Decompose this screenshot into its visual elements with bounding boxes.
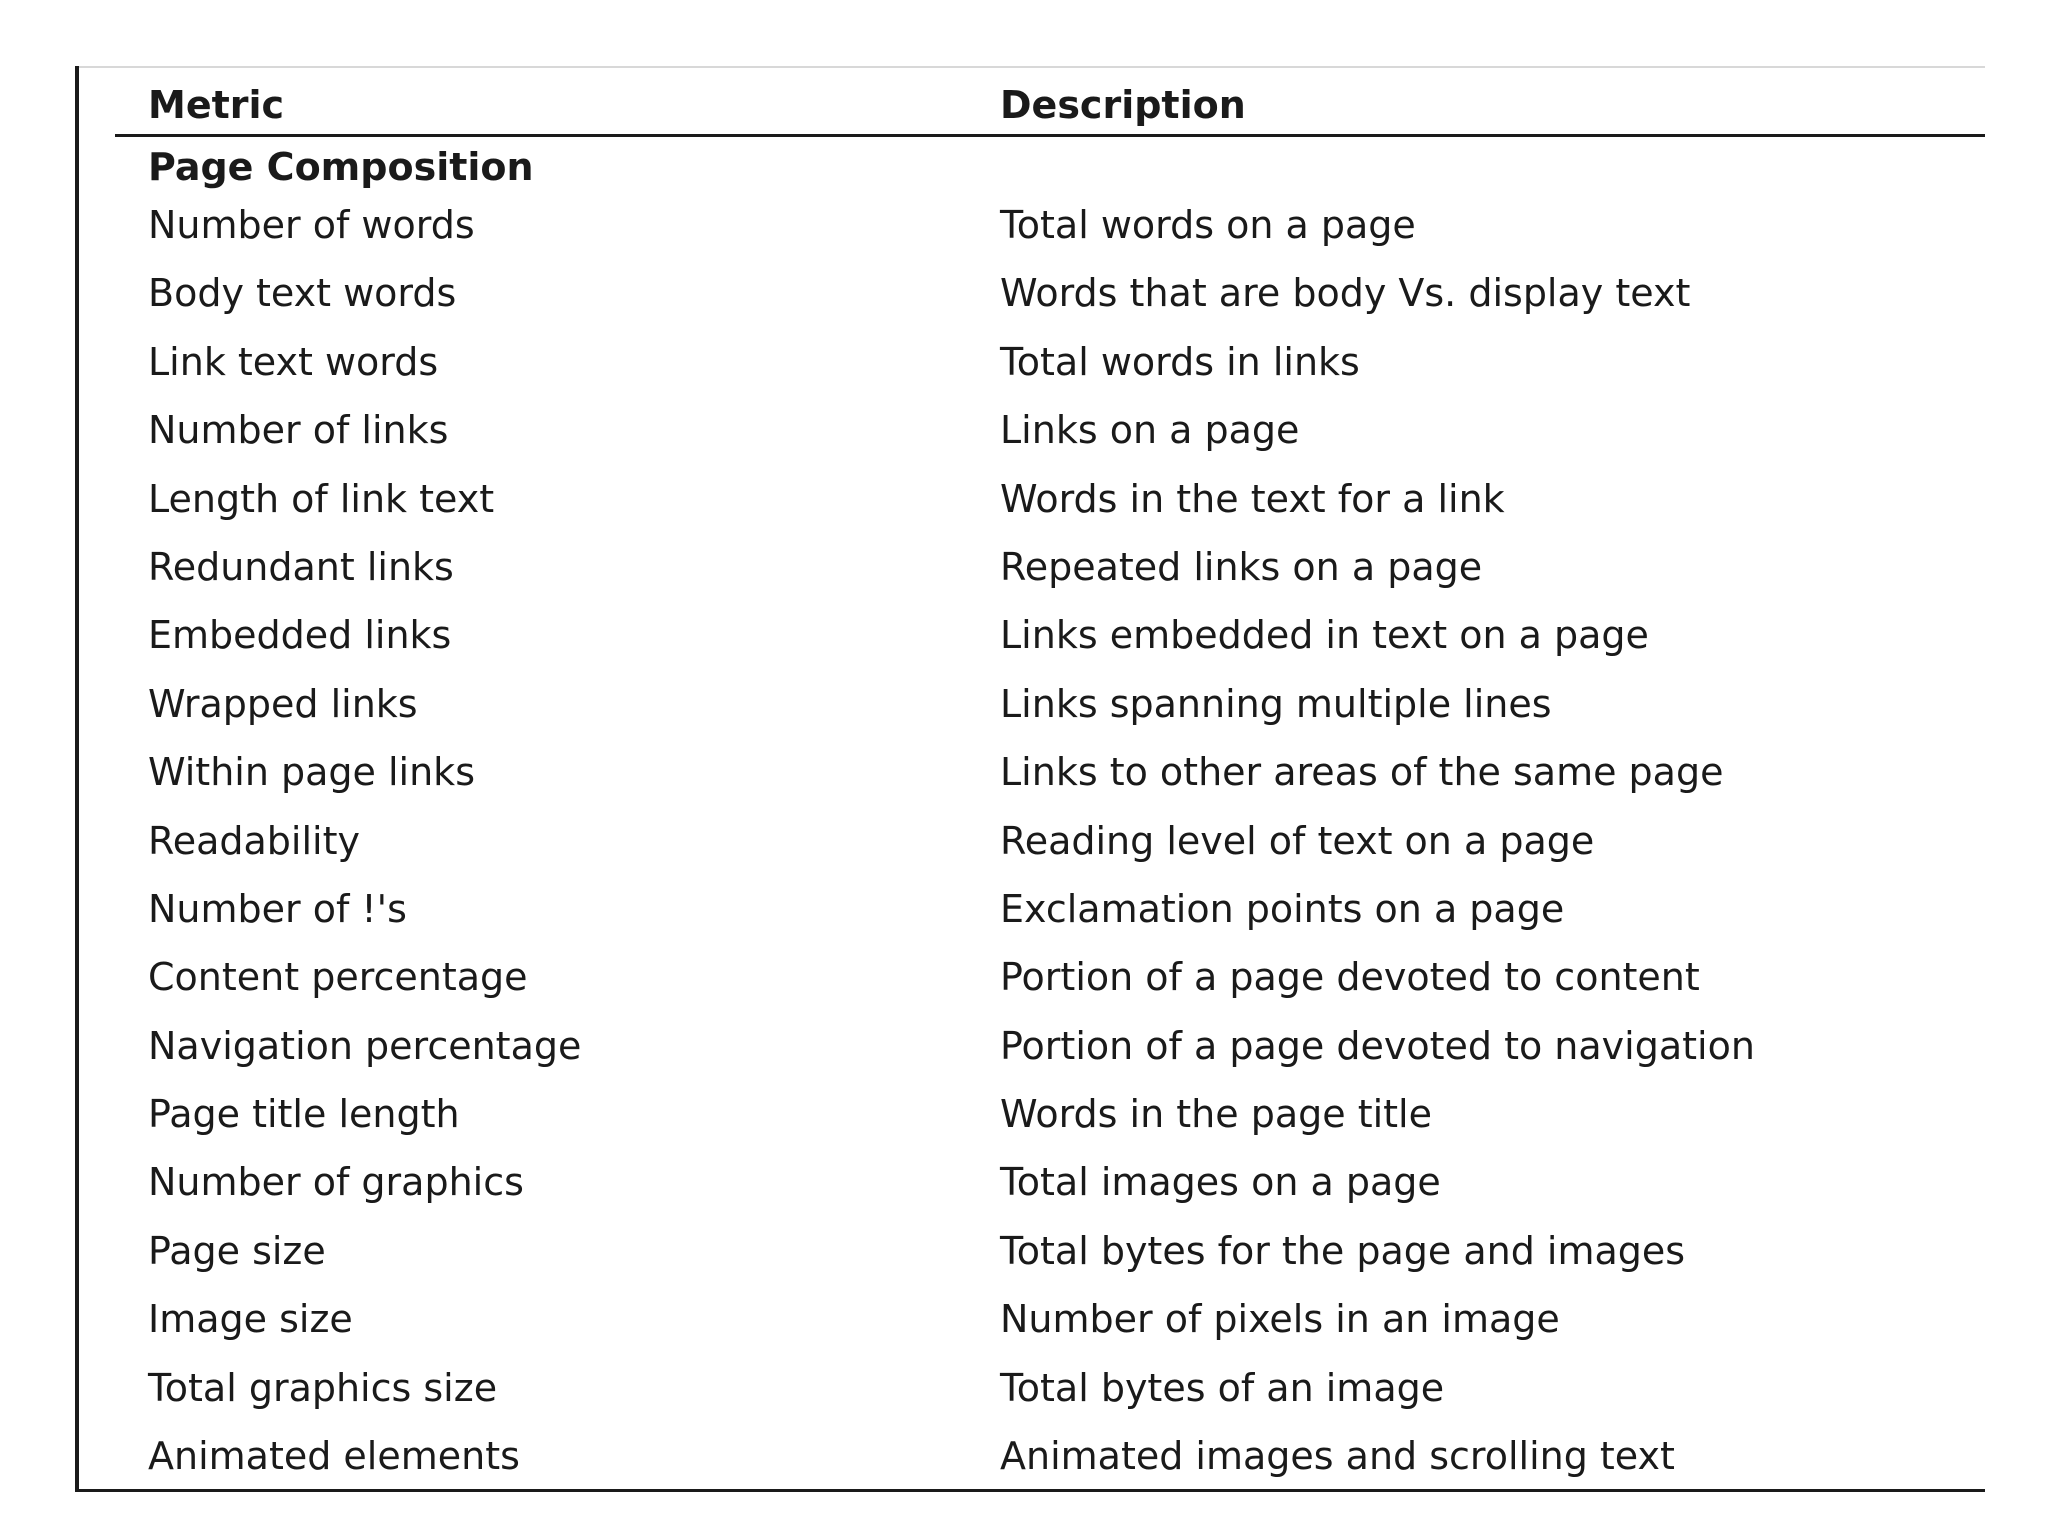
table-row	[75, 407, 1985, 475]
metric-cell: Total graphics size	[148, 1365, 498, 1410]
metric-cell: Number of words	[148, 203, 475, 247]
table-row	[75, 612, 1985, 680]
table-row	[75, 544, 1985, 612]
metric-cell: Page title length	[148, 1092, 460, 1137]
metric-cell: Length of link text	[148, 476, 495, 521]
metric-cell: Readability	[148, 818, 360, 863]
description-cell: Words in the page title	[1000, 1092, 1432, 1137]
table-body	[75, 202, 1985, 1501]
table-row	[75, 954, 1985, 1022]
description-cell: Words in the text for a link	[1000, 476, 1505, 521]
table-row	[75, 1365, 1985, 1433]
description-cell: Portion of a page devoted to content	[1000, 955, 1700, 1000]
table-row	[75, 1159, 1985, 1227]
description-cell: Portion of a page devoted to navigation	[1000, 1023, 1755, 1068]
description-cell: Reading level of text on a page	[1000, 818, 1595, 863]
table-row	[75, 1296, 1985, 1364]
metric-cell: Link text words	[148, 339, 439, 384]
description-cell: Repeated links on a page	[1000, 544, 1483, 589]
metric-cell: Wrapped links	[148, 681, 418, 726]
table-row	[75, 476, 1985, 544]
metric-cell: Redundant links	[148, 544, 454, 589]
metric-cell: Image size	[148, 1297, 353, 1342]
metric-cell: Within page links	[148, 750, 475, 795]
description-cell: Total bytes for the page and images	[1000, 1228, 1686, 1273]
description-cell: Links on a page	[1000, 408, 1300, 453]
section-title: Page Composition	[148, 145, 534, 189]
table-row	[75, 749, 1985, 817]
description-cell: Total images on a page	[1000, 1160, 1441, 1205]
description-cell: Total words in links	[1000, 339, 1360, 384]
description-cell: Exclamation points on a page	[1000, 886, 1565, 931]
description-cell: Links embedded in text on a page	[1000, 613, 1649, 658]
table-bottom-rule	[75, 1489, 1985, 1492]
metric-cell: Content percentage	[148, 955, 528, 1000]
metric-cell: Page size	[148, 1228, 326, 1273]
metric-cell: Animated elements	[148, 1434, 520, 1479]
table-top-rule	[75, 66, 1985, 68]
table-row	[75, 818, 1985, 886]
table-row	[75, 270, 1985, 338]
header-metric: Metric	[148, 83, 285, 127]
table-row	[75, 1023, 1985, 1091]
table-row	[75, 1228, 1985, 1296]
description-cell: Total words on a page	[1000, 203, 1416, 247]
header-description: Description	[1000, 83, 1246, 127]
metric-cell: Embedded links	[148, 613, 452, 658]
description-cell: Links spanning multiple lines	[1000, 681, 1552, 726]
metrics-table	[75, 66, 1985, 1492]
table-row	[75, 681, 1985, 749]
table-row	[75, 339, 1985, 407]
description-cell: Animated images and scrolling text	[1000, 1434, 1675, 1479]
table-row	[75, 886, 1985, 954]
metric-cell: Number of !'s	[148, 886, 407, 931]
description-cell: Number of pixels in an image	[1000, 1297, 1560, 1342]
table-row	[75, 202, 1985, 270]
header-rule	[115, 134, 1985, 137]
description-cell: Words that are body Vs. display text	[1000, 271, 1691, 316]
metric-cell: Navigation percentage	[148, 1023, 582, 1068]
metric-cell: Number of graphics	[148, 1160, 524, 1205]
metric-cell: Body text words	[148, 271, 457, 316]
description-cell: Links to other areas of the same page	[1000, 750, 1724, 795]
metric-cell: Number of links	[148, 408, 449, 453]
description-cell: Total bytes of an image	[1000, 1365, 1445, 1410]
table-row	[75, 1091, 1985, 1159]
